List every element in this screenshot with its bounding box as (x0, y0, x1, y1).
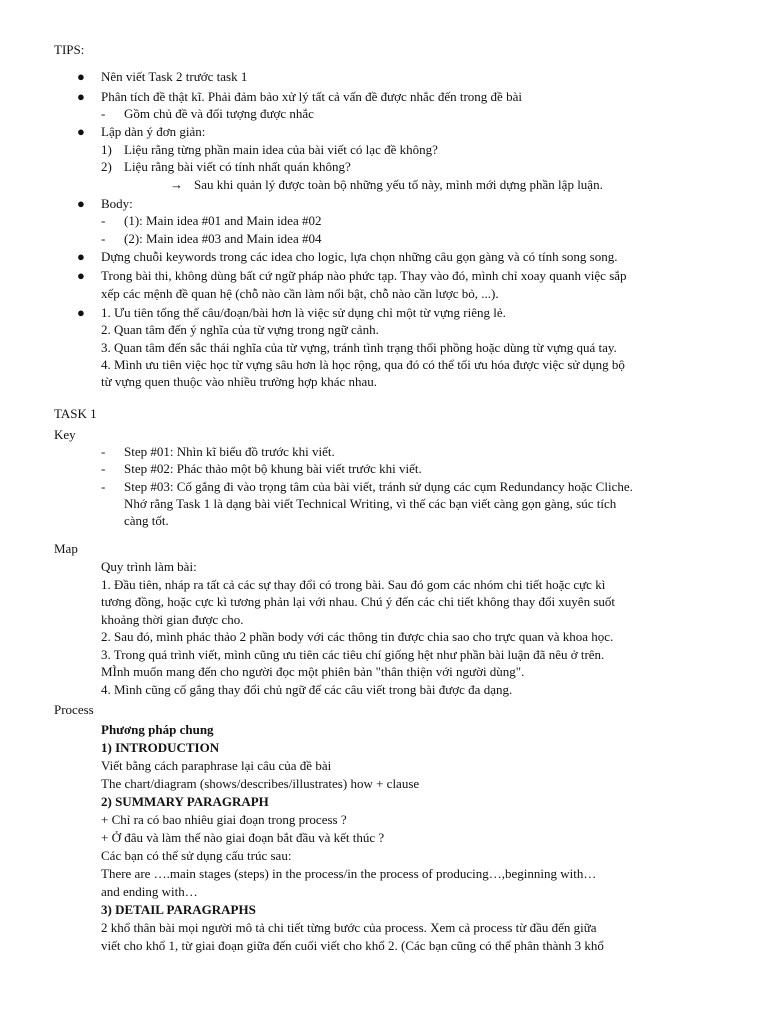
tips-bullet-7-line-1: 1. Ưu tiên tổng thể câu/đoạn/bài hơn là việc sử dụng chỉ một từ vựng riêng lẻ. (101, 305, 506, 320)
bullet-dot: ● (77, 305, 85, 320)
map-line-4: 2. Sau đó, mình phác thảo 2 phần body với các thông tin được chia sao cho trực quan và khoa học. (101, 629, 614, 644)
map-line-2: tương đồng, hoặc cực kì tương phản lại với nhau. Chú ý đến các chi tiết không thay đổi xuyên suốt (101, 594, 615, 609)
tips-bullet-4: Body: (101, 196, 133, 211)
dash-marker: - (101, 106, 106, 121)
tips-body-sub-1: (1): Main idea #01 and Main idea #02 (124, 213, 322, 228)
tips-bullet-3-arrow-note: Sau khi quản lý được toàn bộ những yếu tố này, mình mới dựng phần lập luận. (194, 177, 603, 192)
tips-body-sub-2: (2): Main idea #03 and Main idea #04 (124, 231, 322, 246)
bullet-dot: ● (77, 89, 85, 104)
tips-bullet-3-item-2: Liệu rằng bài viết có tính nhất quán không? (124, 159, 351, 174)
method-heading: Phương pháp chung (101, 722, 214, 737)
number-marker: 2) (101, 159, 112, 174)
bullet-dot: ● (77, 249, 85, 264)
tips-bullet-7-line-3: 3. Quan tâm đến sắc thái nghĩa của từ vựng, tránh tình trạng thổi phồng hoặc dùng từ vựng quá tay. (101, 340, 617, 355)
tips-bullet-7-line-5: từ vựng quen thuộc vào nhiều trường hợp khác nhau. (101, 374, 378, 389)
key-step-2: Step #02: Phác thảo một bộ khung bài viết trước khi viết. (124, 461, 422, 476)
map-intro: Quy trình làm bài: (101, 559, 197, 574)
bullet-dot: ● (77, 69, 85, 84)
tips-bullet-6-line-1: Trong bài thi, không dùng bất cứ ngữ pháp nào phức tạp. Thay vào đó, mình chỉ xoay quanh việc sắp (101, 268, 627, 283)
key-step-3-line-2: Nhớ rằng Task 1 là dạng bài viết Technical Writing, vì thế các bạn viết càng gọn gàng, súc tích (124, 496, 617, 511)
tips-heading: TIPS: (54, 42, 85, 57)
bullet-dot: ● (77, 124, 85, 139)
key-step-3-line-3: càng tốt. (124, 513, 169, 528)
tips-bullet-3-item-1: Liệu rằng từng phần main idea của bài viết có lạc đề không? (124, 142, 438, 157)
arrow-right-icon: → (170, 177, 183, 192)
summary-line-5: and ending with… (101, 884, 198, 899)
intro-line-2: The chart/diagram (shows/describes/illustrates) how + clause (101, 776, 420, 791)
tips-bullet-6-line-2: xếp các mệnh đề quan hệ (chỗ nào cần làm nổi bật, chỗ nào cần lược bỏ, ...). (101, 286, 499, 301)
detail-line-2: viết cho khổ 1, từ giai đoạn giữa đến cuối viết cho khổ 2. (Các bạn cũng có thể phân thành 3 khổ (101, 938, 604, 953)
tips-bullet-7-line-2: 2. Quan tâm đến ý nghĩa của từ vựng trong ngữ cảnh. (101, 322, 379, 337)
detail-line-1: 2 khổ thân bài mọi người mô tả chi tiết từng bước của process. Xem cả process từ đầu đến giữa (101, 920, 597, 935)
intro-heading: 1) INTRODUCTION (101, 740, 220, 755)
key-label: Key (54, 427, 76, 442)
map-line-7: 4. Mình cũng cố gắng thay đổi chủ ngữ để các câu viết trong bài được đa dạng. (101, 682, 513, 697)
intro-line-1: Viết bằng cách paraphrase lại câu của đề bài (101, 758, 332, 773)
number-marker: 1) (101, 142, 112, 157)
dash-marker: - (101, 461, 106, 476)
map-line-5: 3. Trong quá trình viết, mình cũng ưu tiên các tiêu chí giống hệt như phần bài luận đã nêu ở trên. (101, 647, 605, 662)
map-line-3: khoảng thời gian được cho. (101, 612, 244, 627)
key-step-1: Step #01: Nhìn kĩ biểu đồ trước khi viết. (124, 444, 335, 459)
map-line-1: 1. Đầu tiên, nháp ra tất cả các sự thay đổi có trong bài. Sau đó gom các nhóm chi tiết hoặc cực kì (101, 577, 606, 592)
tips-bullet-7-line-4: 4. Mình ưu tiên việc học từ vựng sâu hơn là học rộng, qua đó có thể tối ưu hóa được việc sử dụng bộ (101, 357, 625, 372)
key-step-3-line-1: Step #03: Cố gắng đi vào trọng tâm của bài viết, tránh sử dụng các cụm Redundancy hoặc Cliche. (124, 479, 633, 494)
summary-line-2: + Ở đâu và làm thế nào giai đoạn bắt đầu và kết thúc ? (101, 830, 385, 845)
summary-line-3: Các bạn có thể sử dụng cấu trúc sau: (101, 848, 292, 863)
summary-line-4: There are ….main stages (steps) in the process/in the process of producing…,beginning with… (101, 866, 597, 881)
map-label: Map (54, 541, 78, 556)
tips-bullet-2-sub: Gồm chủ đề và đối tượng được nhắc (124, 106, 314, 121)
process-label: Process (54, 702, 94, 717)
map-line-6: MÌnh muốn mang đến cho người đọc một phiên bản "thân thiện với người dùng". (101, 664, 525, 679)
tips-bullet-1: Nên viết Task 2 trước task 1 (101, 69, 248, 84)
tips-bullet-5: Dựng chuỗi keywords trong các idea cho logic, lựa chọn những câu gọn gàng và có tính song song. (101, 249, 618, 264)
dash-marker: - (101, 479, 106, 494)
dash-marker: - (101, 444, 106, 459)
dash-marker: - (101, 231, 106, 246)
tips-bullet-2: Phân tích đề thật kĩ. Phải đảm bảo xử lý tất cả vấn đề được nhắc đến trong đề bài (101, 89, 522, 104)
detail-heading: 3) DETAIL PARAGRAPHS (101, 902, 256, 917)
bullet-dot: ● (77, 268, 85, 283)
dash-marker: - (101, 213, 106, 228)
summary-line-1: + Chỉ ra có bao nhiêu giai đoạn trong process ? (101, 812, 347, 827)
tips-bullet-3: Lập dàn ý đơn giản: (101, 124, 206, 139)
summary-heading: 2) SUMMARY PARAGRAPH (101, 794, 269, 809)
task1-heading: TASK 1 (54, 406, 97, 421)
bullet-dot: ● (77, 196, 85, 211)
